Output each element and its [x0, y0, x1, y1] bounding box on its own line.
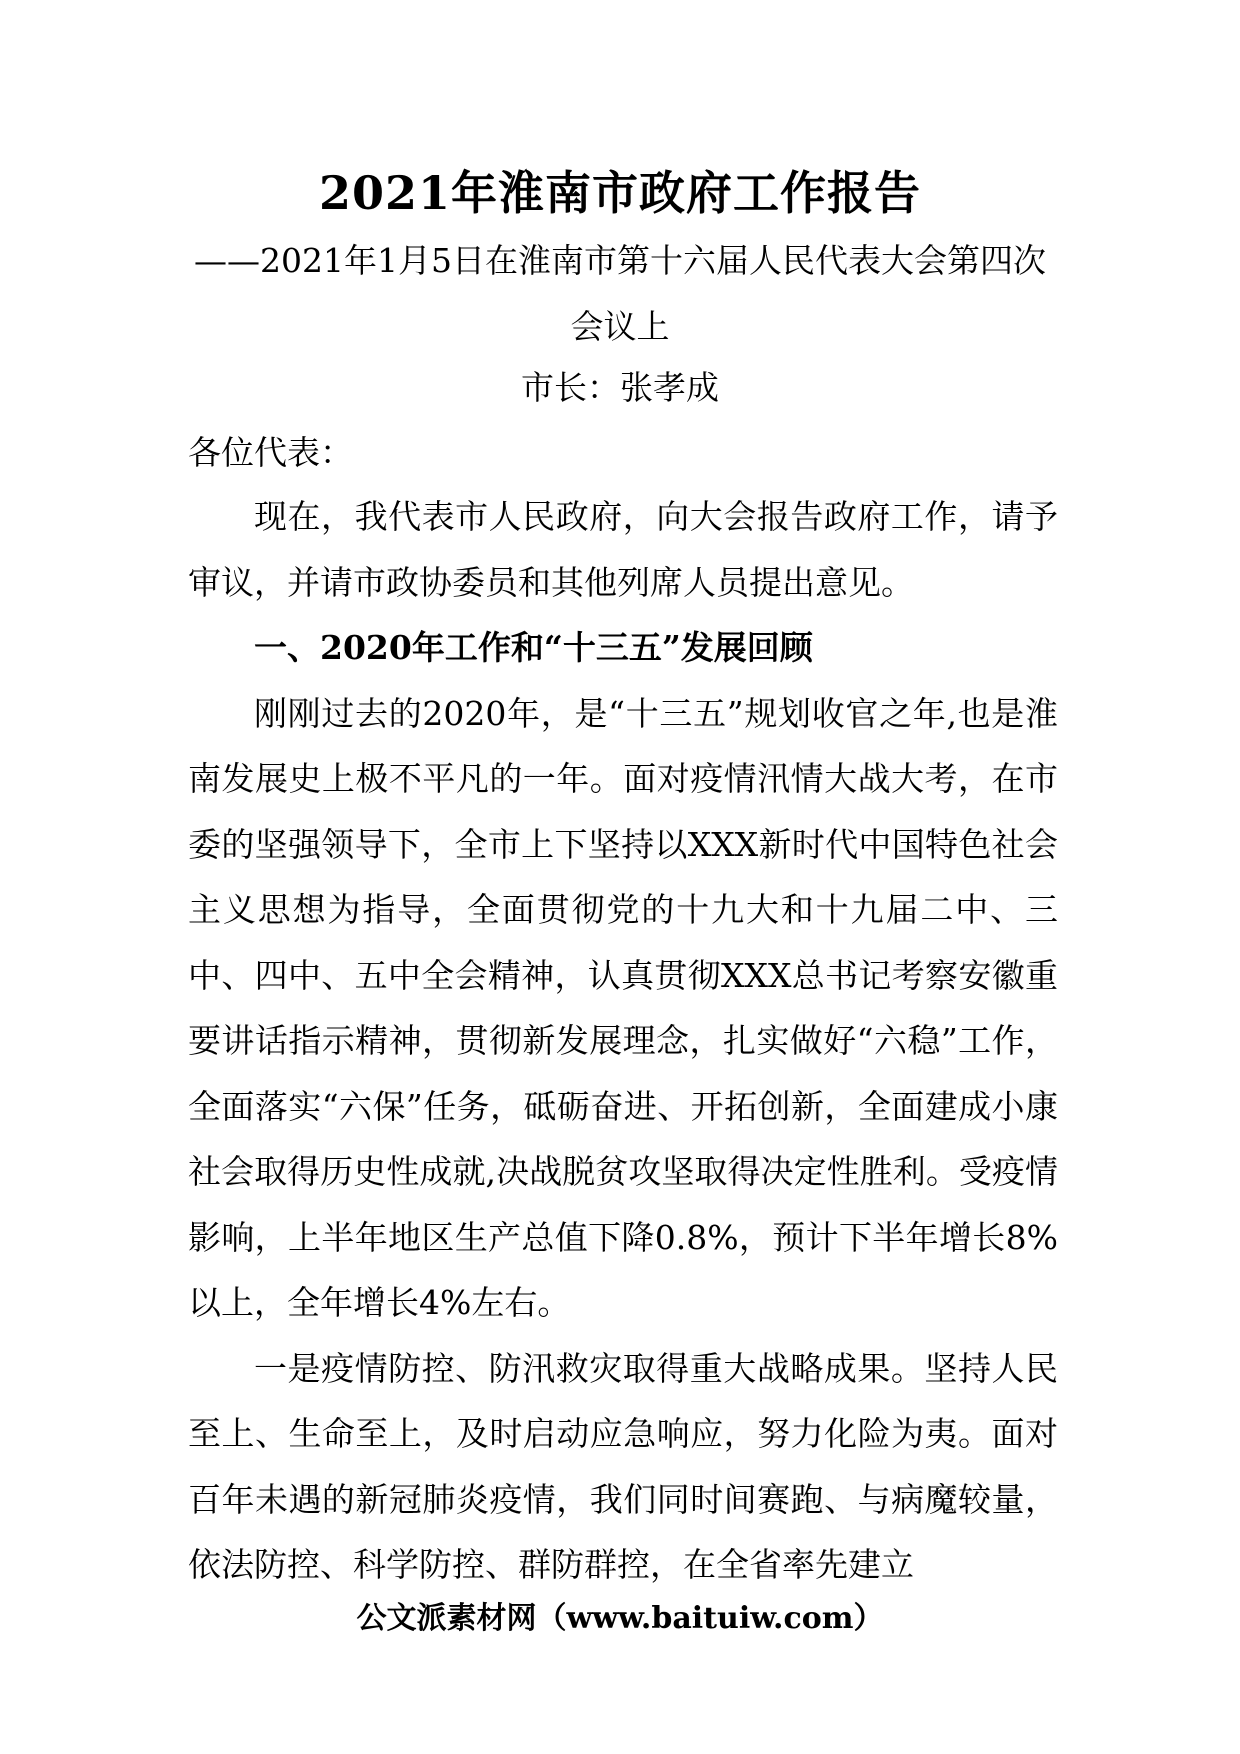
- author-line: 市长：张孝成: [521, 368, 719, 407]
- document-subtitle: ——2021年1月5日在淮南市第十六届人民代表大会第四次会议上: [194, 241, 1046, 346]
- body-paragraph: 刚刚过去的2020年，是“十三五”规划收官之年,也是淮南发展史上极不平凡的一年。面对疫情汛情大战大考，在市委的坚强领导下，全市上下坚持以XXX新时代中国特色社会主义思想为指导，全面贯彻党的十九大和十九届二中、三中、四中、五中全会精神，认真贯彻XXX总书记考察安徽重要讲话指示精神，贯彻新发展理念，扎实做好“六稳”工作，全面落实“六保”任务，砥砺奋进、开拓创新，全面建成小康社会取得历史性成就,决战脱贫攻坚取得决定性胜利。受疫情影响，上半年地区生产总值下降0.8%，预计下半年增长8%以上，全年增长4%左右。: [188, 693, 1058, 1322]
- body-paragraph: 一是疫情防控、防汛救灾取得重大战略成果。坚持人民至上、生命至上，及时启动应急响应，努力化险为夷。面对百年未遇的新冠肺炎疫情，我们同时间赛跑、与病魔较量，依法防控、科学防控、群防群控，在全省率先建立: [188, 1348, 1058, 1584]
- footer-watermark: 公文派素材网（www.baituiw.com）: [356, 1601, 884, 1636]
- section-heading: 一、2020年工作和“十三五”发展回顾: [254, 628, 813, 667]
- document-body: [188, 484, 1058, 1598]
- greeting: 各位代表：: [188, 433, 353, 472]
- intro-paragraph: 现在，我代表市人民政府，向大会报告政府工作，请予审议，并请市政协委员和其他列席人员提出意见。: [188, 497, 1058, 602]
- document-title: 2021年淮南市政府工作报告: [318, 166, 922, 220]
